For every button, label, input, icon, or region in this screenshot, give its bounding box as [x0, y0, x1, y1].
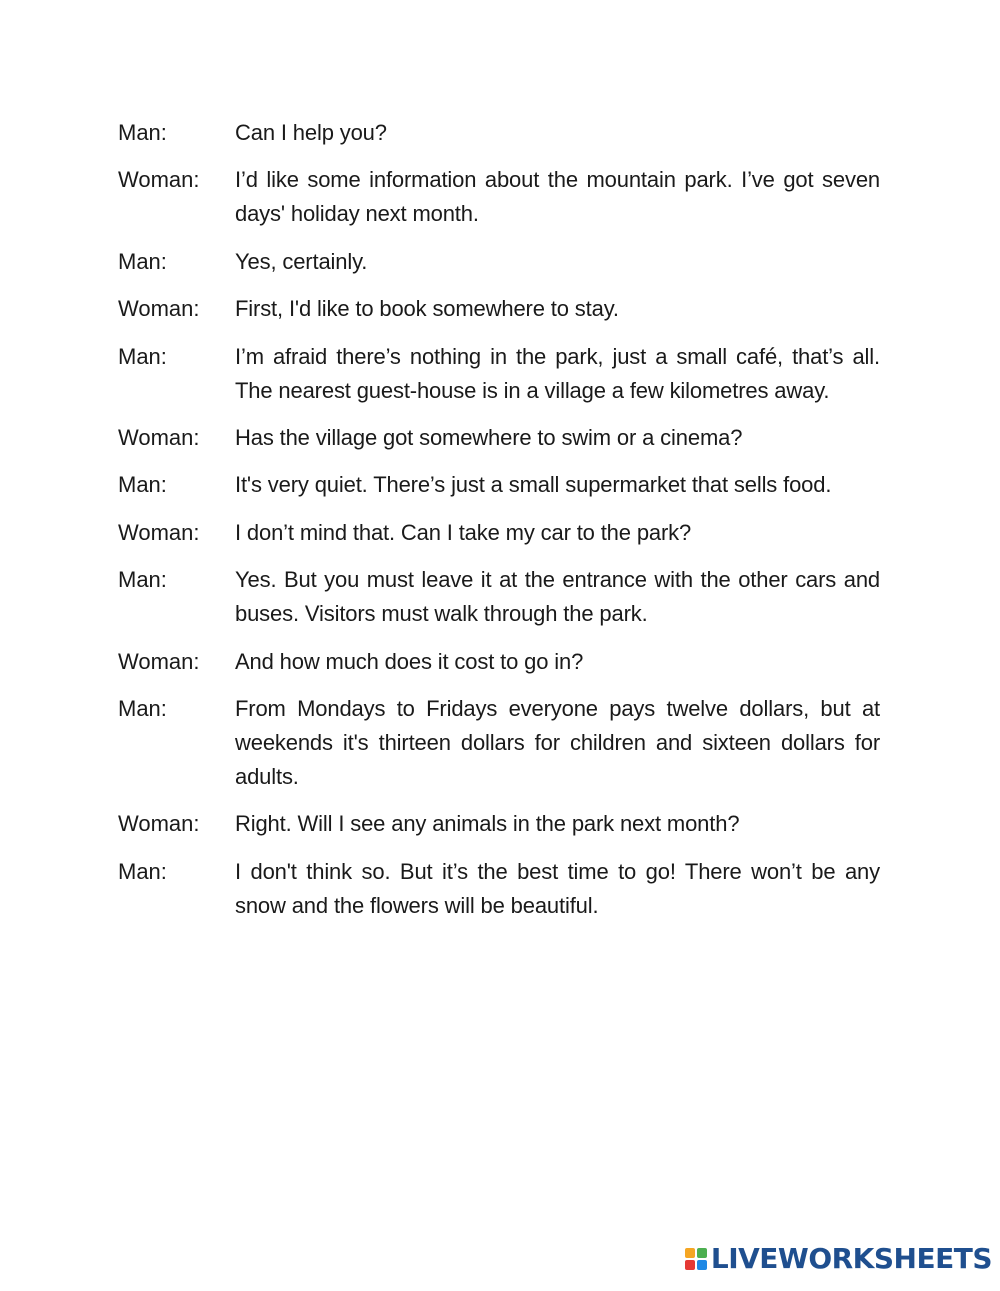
- dialogue-turn: [118, 645, 880, 679]
- speaker-label: Woman:: [118, 519, 200, 545]
- dialogue-turn: [118, 292, 880, 326]
- liveworksheets-logo-icon: [685, 1248, 707, 1270]
- dialogue-line: I don't think so. But it’s the best time to go! There won’t be any snow and the flowers will be beautiful.: [235, 858, 880, 918]
- speaker-label: Woman:: [118, 648, 200, 674]
- speaker-label: Man:: [118, 343, 167, 369]
- brand-name: LIVEWORKSHEETS: [710, 1242, 992, 1275]
- dialogue-turn: [118, 516, 880, 550]
- dialogue-line: Yes. But you must leave it at the entrance with the other cars and buses. Visitors must walk through the park.: [235, 567, 880, 627]
- dialogue-line: And how much does it cost to go in?: [235, 648, 584, 674]
- logo-square-2: [697, 1248, 707, 1258]
- dialogue-line: Yes, certainly.: [235, 248, 368, 274]
- speaker-label: Man:: [118, 567, 167, 593]
- logo-square-1: [685, 1248, 695, 1258]
- dialogue-turn: [118, 563, 880, 631]
- dialogue-turn: [118, 245, 880, 279]
- dialogue-line: Has the village got somewhere to swim or a cinema?: [235, 424, 743, 450]
- dialogue-turn: [118, 855, 880, 923]
- dialogue-line: I don’t mind that. Can I take my car to the park?: [235, 519, 692, 545]
- speaker-label: Man:: [118, 248, 167, 274]
- speaker-label: Woman:: [118, 167, 200, 193]
- logo-square-3: [685, 1260, 695, 1270]
- dialogue-turn: [118, 163, 880, 231]
- dialogue-turn: [118, 807, 880, 841]
- speaker-label: Woman:: [118, 296, 200, 322]
- dialogue-transcript: [118, 116, 880, 936]
- speaker-label: Man:: [118, 858, 167, 884]
- speaker-label: Man:: [118, 472, 167, 498]
- dialogue-line: First, I'd like to book somewhere to stay.: [235, 296, 619, 322]
- speaker-label: Man:: [118, 120, 167, 145]
- dialogue-turn: [118, 340, 880, 408]
- dialogue-turn: [118, 692, 880, 794]
- dialogue-turn: [118, 468, 880, 502]
- dialogue-turn: [118, 421, 880, 455]
- dialogue-line: From Mondays to Fridays everyone pays twelve dollars, but at weekends it's thirteen dollars for children and sixteen dollars for adults.: [235, 695, 880, 789]
- speaker-label: Woman:: [118, 811, 200, 837]
- speaker-label: Woman:: [118, 424, 200, 450]
- dialogue-line: It's very quiet. There’s just a small supermarket that sells food.: [235, 472, 832, 498]
- liveworksheets-brand: [685, 1241, 992, 1277]
- speaker-label: Man:: [118, 695, 167, 721]
- dialogue-line: Right. Will I see any animals in the park next month?: [235, 811, 740, 837]
- dialogue-turn: [118, 116, 880, 150]
- dialogue-line: I’d like some information about the mountain park. I’ve got seven days' holiday next month.: [235, 167, 880, 227]
- logo-square-4: [697, 1260, 707, 1270]
- dialogue-line: I’m afraid there’s nothing in the park, just a small café, that’s all. The nearest guest-house is in a village a few kilometres away.: [235, 343, 880, 403]
- dialogue-line: Can I help you?: [235, 120, 387, 145]
